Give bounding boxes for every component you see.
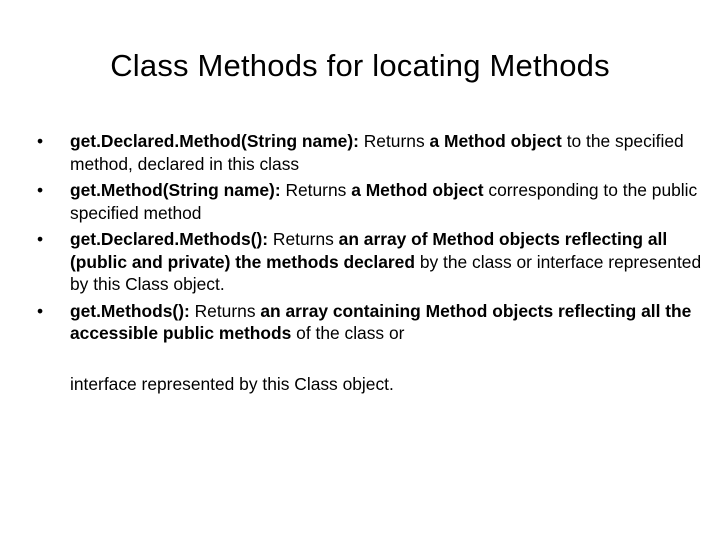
trailing-line: interface represented by this Class object. [70, 374, 394, 394]
method-signature: get.Declared.Method(String name): [70, 131, 364, 151]
description-text: by the class or interface represented by this Class object. [70, 251, 702, 294]
description-emphasis: a Method object [351, 180, 484, 200]
description-emphasis: an array of Method objects reflecting all (public and private) the methods declared [70, 229, 668, 272]
description-text: Returns [194, 300, 261, 321]
method-signature: get.Methods(): [70, 300, 195, 321]
bullet-item [30, 179, 710, 224]
description-text: of the class or [291, 323, 405, 343]
description-text: corresponding to the public specified method [70, 180, 698, 223]
description-emphasis: an array containing Method objects reflecting all the accessible public methods [70, 300, 692, 343]
bullet-icon: • [36, 229, 44, 249]
bullet-item [30, 300, 710, 345]
method-signature: get.Declared.Methods(): [70, 229, 273, 249]
bullet-icon: • [36, 180, 44, 200]
slide-title: Class Methods for locating Methods [110, 48, 610, 83]
method-signature: get.Method(String name): [70, 180, 286, 200]
bullet-item [30, 130, 710, 175]
description-text: Returns [363, 131, 430, 151]
bullet-item [30, 228, 710, 296]
description-text: Returns [272, 229, 339, 249]
description-text: to the specified method, declared in this class [70, 131, 684, 174]
bullet-icon: • [36, 131, 44, 151]
bullet-list [30, 130, 710, 349]
description-emphasis: a Method object [429, 131, 562, 151]
bullet-icon: • [36, 300, 44, 321]
description-text: Returns [285, 180, 352, 200]
